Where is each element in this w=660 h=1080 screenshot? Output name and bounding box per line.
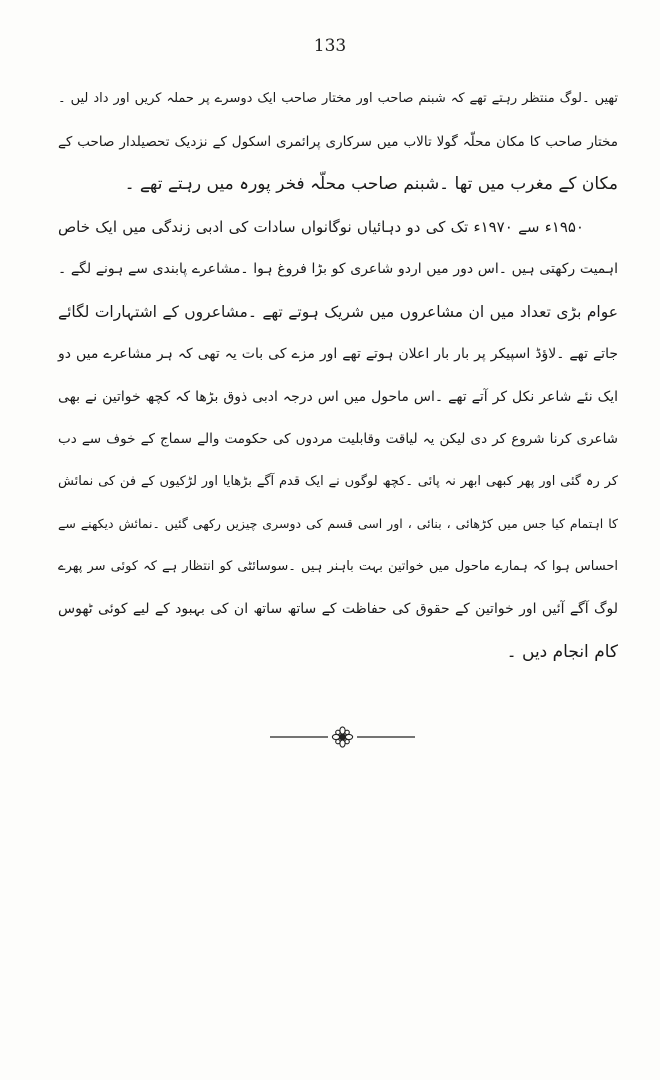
text-line: احساس ہوا کہ ہمارے ماحول میں خواتین بہت باہنر ہیں ۔سوسائٹی کو انتظار ہے کہ کوئی سر پھرے (58, 558, 618, 574)
body-text (58, 78, 618, 673)
text-line: جاتے تھے ۔لاؤڈ اسپیکر پر بار بار اعلان ہوتے تھے اور مزے کی بات یہ تھی کہ ہر مشاعرے میں دو (58, 346, 618, 362)
text-line: کام انجام دیں ۔ (506, 641, 618, 662)
text-line: مختار صاحب کا مکان محلّہ گولا تالاب میں سرکاری پرائمری اسکول کے نزدیک تحصیلدار صاحب کے (58, 133, 618, 150)
text-line: کا اہتمام کیا جس میں کڑھائی ، بنائی ، اور اسی قسم کی دوسری چیزیں رکھی گئیں ۔نمائش دیکھنے سے (58, 516, 618, 531)
text-line: عوام بڑی تعداد میں ان مشاعروں میں شریک ہوتے تھے ۔مشاعروں کے اشتہارات لگائے (58, 302, 618, 321)
section-divider-ornament (270, 725, 415, 749)
page-number: 133 (313, 36, 347, 56)
text-line: مکان کے مغرب میں تھا ۔شبنم صاحب محلّہ فخر پورہ میں رہتے تھے ۔ (124, 174, 618, 194)
paragraph-start-line: ۱۹۵۰ء سے ۱۹۷۰ء تک کی دو دہائیاں نوگانواں سادات کی ادبی زندگی میں ایک خاص (58, 217, 584, 236)
text-line: لوگ آگے آئیں اور خواتین کے حقوق کی حفاظت کے ساتھ ساتھ ان کی بہبود کے لیے کوئی ٹھوس (58, 601, 618, 617)
text-line: کر رہ گئی اور پھر کبھی ابھر نہ پائی ۔کچھ لوگوں نے ایک قدم آگے بڑھایا اور لڑکیوں کے فن کی نمائش (58, 473, 618, 489)
text-line: تھیں ۔لوگ منتظر رہتے تھے کہ شبنم صاحب اور مختار صاحب ایک دوسرے پر حملہ کریں اور داد لیں ۔ (58, 91, 618, 106)
text-line: شاعری کرنا شروع کر دی لیکن یہ لیاقت وقابلیت مردوں کی حکومت والے سماج کے خوف سے دب (58, 431, 618, 447)
text-line: اہمیت رکھتی ہیں ۔اس دور میں اردو شاعری کو بڑا فروغ ہوا ۔مشاعرے پابندی سے ہونے لگے ۔ (58, 261, 618, 277)
text-line: ایک نئے شاعر نکل کر آتے تھے ۔اس ماحول میں اس درجہ ادبی ذوق بڑھا کہ کچھ خواتین نے بھی (58, 388, 618, 405)
